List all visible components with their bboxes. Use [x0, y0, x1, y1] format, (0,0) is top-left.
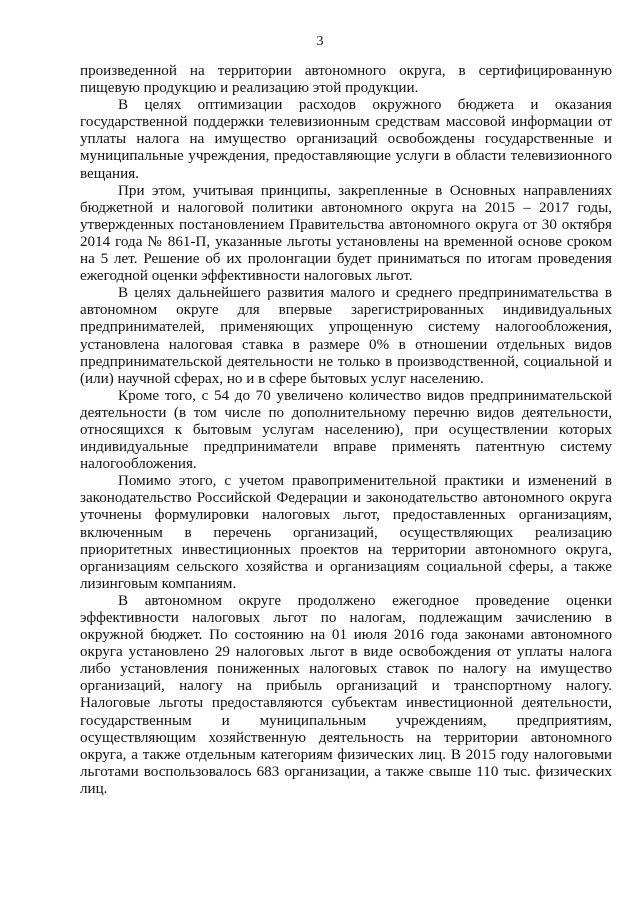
document-body — [80, 63, 612, 798]
page-number: 3 — [316, 34, 324, 49]
paragraph-temporary-benefits: При этом, учитывая принципы, закрепленные в Основных направлениях бюджетной и налоговой политики автономного округа на 2015 – 2017 годы, утвержденных постановлением Правительства автономного округа от 30 октября 2014 года № 861-П, указанные льготы установлены на временной основе сроком на 5 лет. Решение об их пролонгации будет приниматься по итогам проведения ежегодной оценки эффективности налоговых льгот. — [80, 182, 612, 285]
paragraph-small-business-rate: В целях дальнейшего развития малого и среднего предпринимательства в автономном округе для впервые зарегистрированных индивидуальных предпринимателей, применяющих упрощенную систему налогообложения, установлена налоговая ставка в размере 0% в отношении отдельных видов предпринимательской деятельности не только в производственной, социальной и (или) научной сферах, но и в сфере бытовых услуг населению. — [80, 285, 612, 387]
paragraph-efficiency-assessment: В автономном округе продолжено ежегодное проведение оценки эффективности налоговых льгот по налогам, подлежащим зачислению в окружной бюджет. По состоянию на 01 июля 2016 года законами автономного округа установлено 29 налоговых льгот в виде освобождения от уплаты налога либо установления пониженных налоговых ставок по налогу на имущество организаций, налогу на прибыль организаций и транспортному налогу. Налоговые льготы предоставляются субъектам инвестиционной деятельности, государственным и муниципальным учреждениям, предприятиям, осуществляющим хозяйственную деятельность на территории автономного округа, а также отдельным категориям физических лиц. В 2015 году налоговыми льготами воспользовалось 683 организации, а также свыше 110 тыс. физических лиц. — [80, 592, 612, 797]
paragraph-clarified-wording: Помимо этого, с учетом правоприменительной практики и изменений в законодательство Российской Федерации и законодательство автономного округа уточнены формулировки налоговых льгот, предоставленных организациям, включенным в перечень организаций, осуществляющих реализацию приоритетных инвестиционных проектов на территории автономного округа, организациям сельского хозяйства и организациям социальной сферы, а также лизинговым компаниям. — [80, 473, 612, 592]
paragraph-patent-system: Кроме того, с 54 до 70 увеличено количество видов предпринимательской деятельности (в том числе по дополнительному перечню видов деятельности, относящихся к бытовым услугам населению), при осуществлении которых индивидуальные предприниматели вправе применять патентную систему налогообложения. — [80, 387, 612, 473]
paragraph-continuation: произведенной на территории автономного округа, в сертифицированную пищевую продукцию и реализацию этой продукции. — [80, 63, 612, 97]
paragraph-tv-media-tax-exemption: В целях оптимизации расходов окружного бюджета и оказания государственной поддержки телевизионным средствам массовой информации от уплаты налога на имущество организаций освобождены государственные и муниципальные учреждения, предоставляющие услуги в области телевизионного вещания. — [80, 97, 612, 182]
